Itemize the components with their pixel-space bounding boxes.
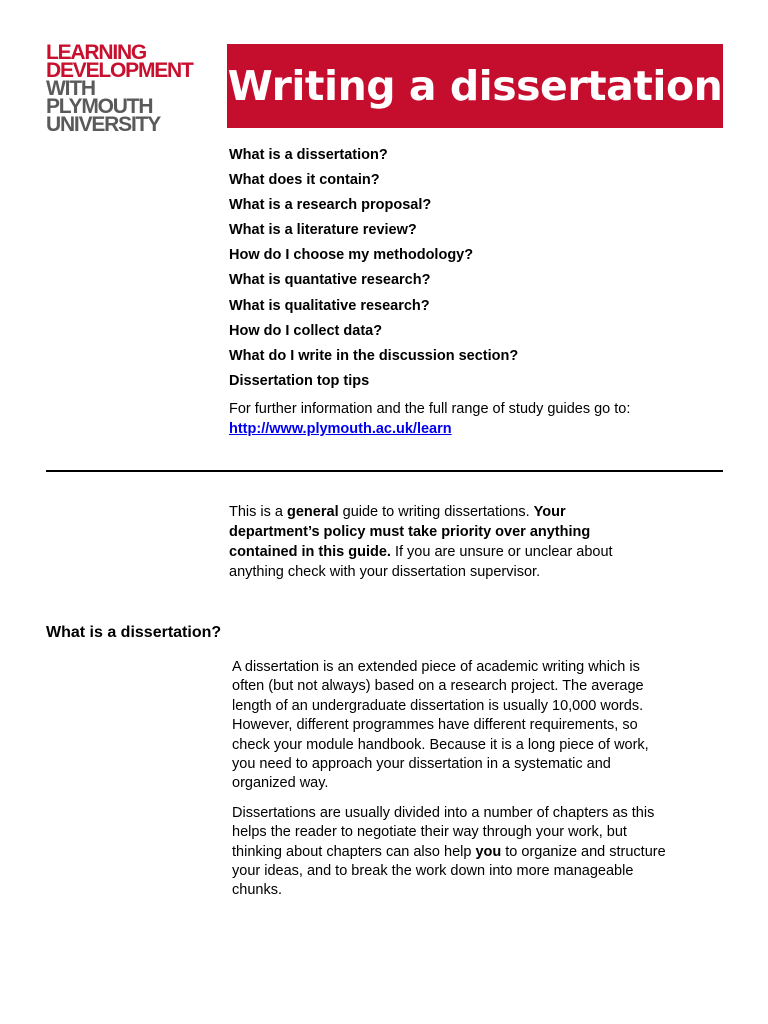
toc-item: What is a research proposal?: [229, 197, 432, 214]
toc-item: How do I collect data?: [229, 322, 383, 339]
page-title: Writing a dissertation: [227, 62, 723, 110]
toc-item: What is quantative research?: [229, 272, 431, 289]
body-paragraph: [232, 804, 668, 901]
toc-item: What is a dissertation?: [229, 147, 388, 163]
logo-line-plymouth: PLYMOUTH: [46, 95, 153, 118]
logo-line-development: DEVELOPMENT: [46, 59, 193, 82]
section-divider: [46, 470, 723, 472]
intro-text: This is a: [229, 504, 288, 520]
body-bold-you: you: [475, 843, 502, 860]
toc-item: What do I write in the discussion section?: [229, 347, 519, 364]
logo-line-learning: LEARNING: [46, 41, 147, 64]
toc-item: Dissertation top tips: [229, 372, 370, 389]
study-guides-link[interactable]: http://www.plymouth.ac.uk/learn: [229, 421, 452, 437]
intro-text: guide to writing dissertations.: [338, 504, 534, 520]
intro-bold-policy: Your department’s policy must take priority over anything contained in this guide.: [229, 504, 591, 560]
toc-item: What is qualitative research?: [229, 297, 430, 314]
intro-bold-general: general: [287, 504, 339, 520]
learning-development-logo: [46, 41, 193, 136]
body-paragraph: A dissertation is an extended piece of academic writing which is often (but not always) based on a research project. The average length of an undergraduate dissertation is usually 10,000 words. However, different programmes have different requirements, so check your module handbook. Because it is a long piece of work, you need to approach your dissertation in a systematic and organized way.: [232, 659, 649, 792]
title-banner: [227, 44, 723, 128]
toc-item: What is a literature review?: [229, 222, 417, 239]
toc-item: How do I choose my methodology?: [229, 247, 474, 264]
intro-text: If you are unsure or unclear about anything check with your dissertation supervisor.: [229, 544, 613, 580]
logo-line-university: UNIVERSITY: [46, 113, 161, 136]
further-info: [229, 399, 709, 439]
further-info-text: For further information and the full range of study guides go to:: [229, 401, 631, 417]
body-text: Dissertations are usually divided into a number of chapters as this helps the reader to negotiate their way through your work, but thinking about chapters can also help: [232, 804, 655, 860]
contents-list: [229, 146, 518, 397]
body-text: to organize and structure your ideas, and to break the work down into more manageable chunks.: [232, 843, 666, 899]
intro-paragraph: [229, 502, 659, 582]
toc-item: What does it contain?: [229, 172, 380, 189]
logo-line-with: WITH: [46, 77, 95, 100]
section-heading: What is a dissertation?: [46, 624, 222, 641]
section-body: [232, 658, 668, 911]
